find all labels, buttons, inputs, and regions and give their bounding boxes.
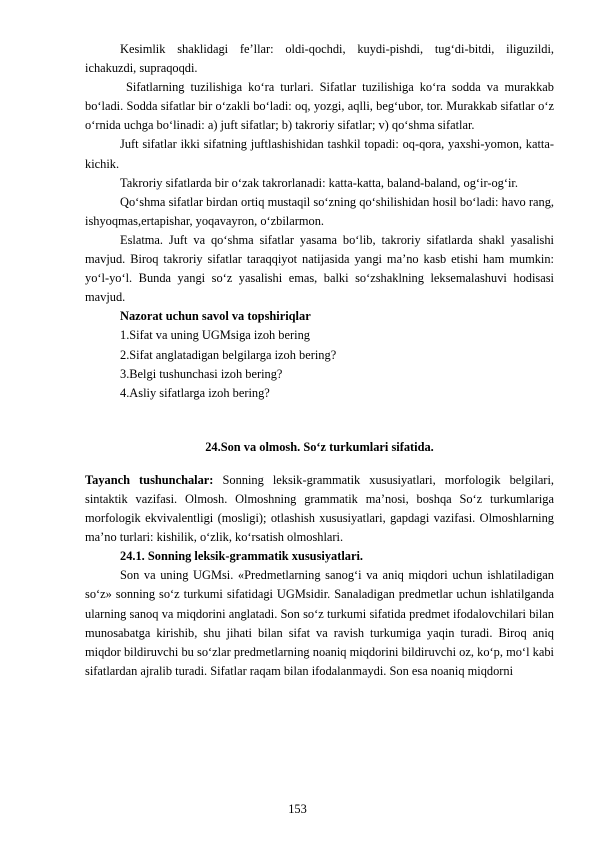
key-terms-label: Tayanch tushunchalar: — [85, 472, 214, 487]
questions-header: Nazorat uchun savol va topshiriqlar — [120, 309, 311, 324]
paragraph: Eslatma. Juft va qo‘shma sifatlar yasama bo‘lib, takroriy sifatlarda shakl yasalishi mavjud. Biroq takroriy sifatlar taraqqiyot natijasida yangi ma’no kasb etishi ham mumkin: yo‘l-yo‘l. Bunda yangi so‘z yasalishi emas, balki so‘zshaklning leksemalashuvi hodisasi mavjud. — [85, 232, 554, 305]
paragraph: Sifatlarning tuzilishiga ko‘ra turlari. Sifatlar tuzilishiga ko‘ra sodda va murakkab bo‘ladi. Sodda sifatlar bir o‘zakli bo‘ladi: oq, yozgi, aqlli, beg‘ubor, tor. Murakkab sifatlar o‘z o‘rnida uchga bo‘linadi: a) juft sifatlar; b) takroriy sifatlar; v) qo‘shma sifatlar. — [85, 80, 554, 133]
question-item: 2.Sifat anglatadigan belgilarga izoh bering? — [120, 347, 337, 362]
question-item: 4.Asliy sifatlarga izoh bering? — [120, 385, 270, 400]
paragraph: Kesimlik shaklidagi fe’llar: oldi-qochdi, kuydi-pishdi, tug‘di-bitdi, iliguzildi, ichakuzdi, supraqoqdi. — [85, 42, 554, 76]
spacer — [85, 457, 554, 471]
key-terms-text: Sonning leksik-grammatik xususiyatlari, morfologik belgilari, sintaktik vazifasi. Olmosh. Olmoshning grammatik ma’nosi, boshqa So‘z turkumlariga morfologik ekvivalentligi (mosligi); otlashish xususiyatlari, gapdagi vazifasi. Olmoshlarning ma’no turlari: kishilik, o‘zlik, ko‘rsatish olmoshlari. — [85, 472, 554, 545]
section-title: 24.Son va olmosh. So‘z turkumlari sifatida. — [205, 439, 434, 454]
page-body — [85, 40, 554, 681]
key-terms-paragraph — [85, 471, 554, 547]
spacer — [85, 403, 554, 438]
page-number: 153 — [288, 802, 307, 816]
subsection-title: 24.1. Sonning leksik-grammatik xususiyatlari. — [120, 549, 364, 564]
paragraph: Takroriy sifatlarda bir o‘zak takrorlanadi: katta-katta, baland-baland, og‘ir-og‘ir. — [120, 175, 518, 190]
question-item: 1.Sifat va uning UGMsiga izoh bering — [120, 328, 310, 343]
paragraph: Son va uning UGMsi. «Predmetlarning sanog‘i va aniq miqdori uchun ishlatiladigan so‘z» sonning so‘z turkumi sifatidagi UGMsidir. Sanaladigan predmetlar uchun ishlatilganda ularning sanoq va miqdorini anglatadi. Son so‘z turkumi sifatida predmet ifodalovchilari bilan munosabatga kirishib, shu jihati bilan sifat va ravish turkumiga yaqin turadi. Biroq aniq miqdor bildiruvchi bu so‘zlar predmetlarning noaniq miqdorini bildiruvchi oz, ko‘p, mo‘l kabi sifatlardan ajralib turadi. Sifatlar raqam bilan ifodalanmaydi. Son esa noaniq miqdorni — [85, 568, 554, 678]
paragraph: Juft sifatlar ikki sifatning juftlashishidan tashkil topadi: oq-qora, yaxshi-yomon, katta-kichik. — [85, 137, 554, 171]
question-item: 3.Belgi tushunchasi izoh bering? — [120, 366, 283, 381]
paragraph: Qo‘shma sifatlar birdan ortiq mustaqil so‘zning qo‘shilishidan hosil bo‘ladi: havo rang, ishyoqmas,ertapishar, yoqavayron, o‘zbilarmon. — [85, 194, 554, 228]
